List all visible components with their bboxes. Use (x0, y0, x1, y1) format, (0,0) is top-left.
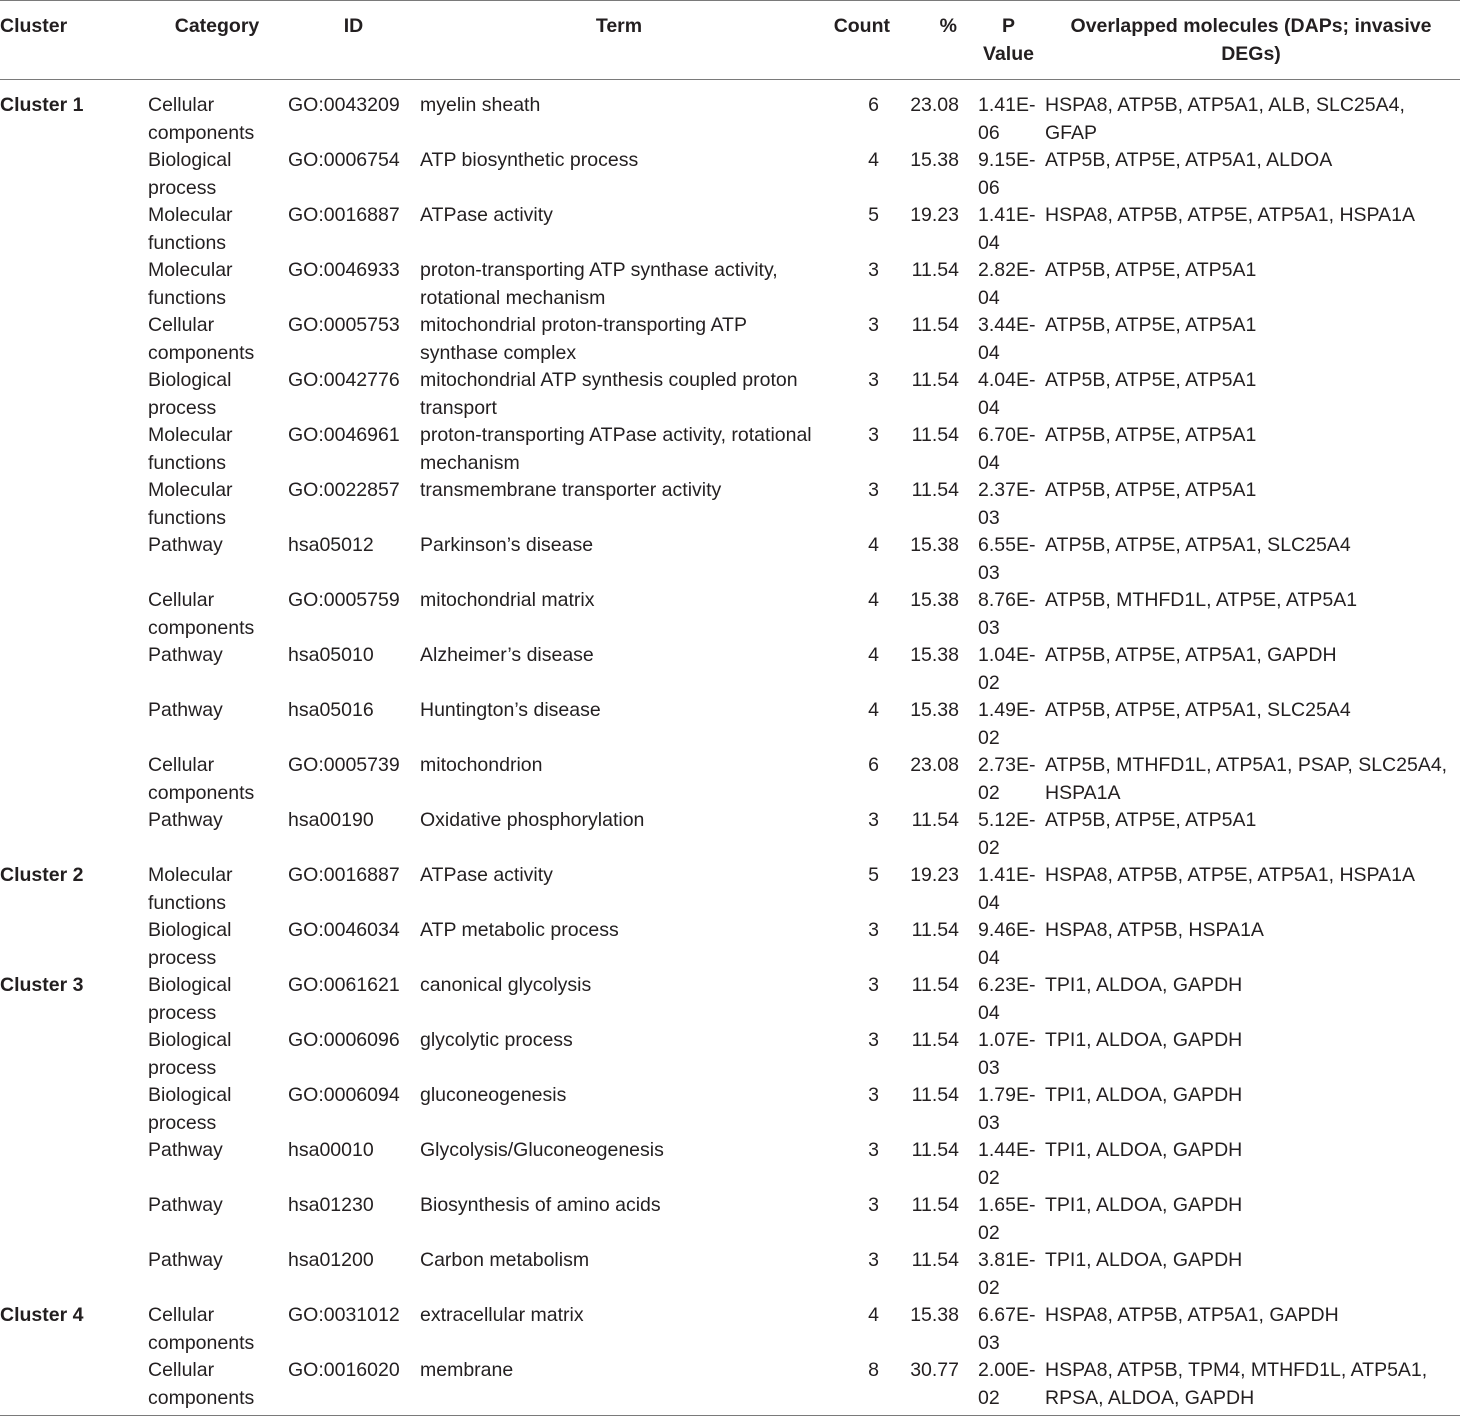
id-cell: GO:0006094 (288, 1084, 400, 1106)
cluster-cell: Cluster 3 (0, 974, 84, 996)
table-row (0, 367, 1460, 422)
term-cell: Oxidative phosphorylation (420, 809, 645, 831)
percent-cell: 11.54 (911, 919, 959, 941)
id-cell: GO:0046961 (288, 424, 400, 446)
cluster-cell (0, 147, 146, 202)
category-cell: Pathway (148, 699, 223, 721)
category-cell: Cellular components (148, 1359, 255, 1409)
table-row (0, 312, 1460, 367)
cluster-cell (0, 697, 146, 752)
id-cell: GO:0005739 (288, 754, 400, 776)
percent-cell: 15.38 (910, 589, 959, 611)
percent-cell: 15.38 (910, 644, 959, 666)
molecules-cell: TPI1, ALDOA, GAPDH (1045, 1139, 1243, 1161)
count-cell: 3 (868, 919, 879, 941)
molecules-cell: ATP5B, ATP5E, ATP5A1, ALDOA (1045, 149, 1333, 171)
molecules-cell: ATP5B, ATP5E, ATP5A1 (1045, 259, 1257, 281)
cluster-cell (0, 587, 146, 642)
id-cell: GO:0016020 (288, 1359, 400, 1381)
count-cell: 3 (868, 1029, 879, 1051)
p-value-cell: 2.37E-03 (978, 479, 1036, 529)
category-cell: Cellular components (148, 1304, 255, 1354)
count-cell: 4 (868, 589, 879, 611)
p-value-cell: 5.12E-02 (978, 809, 1036, 859)
percent-cell: 11.54 (911, 974, 959, 996)
category-cell: Cellular components (148, 589, 255, 639)
p-value-cell: 1.41E-04 (978, 864, 1036, 914)
category-cell: Molecular functions (148, 259, 233, 309)
id-cell: hsa05010 (288, 644, 374, 666)
header-term: Term (595, 15, 643, 37)
category-cell: Pathway (148, 809, 223, 831)
category-cell: Pathway (148, 1139, 223, 1161)
table-row (0, 1247, 1460, 1302)
category-cell: Cellular components (148, 94, 255, 144)
table-row (0, 1137, 1460, 1192)
percent-cell: 19.23 (910, 204, 959, 226)
percent-cell: 15.38 (910, 149, 959, 171)
p-value-cell: 1.07E-03 (978, 1029, 1036, 1079)
term-cell: Glycolysis/Gluconeogenesis (420, 1139, 664, 1161)
id-cell: GO:0031012 (288, 1304, 400, 1326)
id-cell: hsa05016 (288, 699, 374, 721)
term-cell: ATP biosynthetic process (420, 149, 639, 171)
p-value-cell: 1.44E-02 (978, 1139, 1036, 1189)
percent-cell: 11.54 (911, 424, 959, 446)
id-cell: hsa05012 (288, 534, 374, 556)
id-cell: GO:0016887 (288, 204, 400, 226)
term-cell: glycolytic process (420, 1029, 573, 1051)
cluster-cell (0, 1137, 146, 1192)
cluster-cell (0, 1082, 146, 1137)
p-value-cell: 1.41E-04 (978, 204, 1036, 254)
id-cell: hsa00010 (288, 1139, 374, 1161)
cluster-cell (0, 642, 146, 697)
cluster-cell (0, 477, 146, 532)
table-body (0, 80, 1460, 1416)
count-cell: 3 (868, 974, 879, 996)
molecules-cell: ATP5B, ATP5E, ATP5A1 (1045, 424, 1257, 446)
category-cell: Biological process (148, 149, 232, 199)
p-value-cell: 3.44E-04 (978, 314, 1036, 364)
p-value-cell: 6.70E-04 (978, 424, 1036, 474)
table-row (0, 257, 1460, 312)
percent-cell: 11.54 (911, 1194, 959, 1216)
id-cell: GO:0046933 (288, 259, 400, 281)
count-cell: 3 (868, 1139, 879, 1161)
term-cell: Biosynthesis of amino acids (420, 1194, 661, 1216)
term-cell: transmembrane transporter activity (420, 479, 722, 501)
p-value-cell: 8.76E-03 (978, 589, 1036, 639)
molecules-cell: ATP5B, MTHFD1L, ATP5A1, PSAP, SLC25A4, HSPA1A (1045, 754, 1448, 804)
cluster-cell (0, 1027, 146, 1082)
category-cell: Cellular components (148, 314, 255, 364)
percent-cell: 11.54 (911, 1084, 959, 1106)
count-cell: 5 (868, 864, 879, 886)
molecules-cell: HSPA8, ATP5B, ATP5E, ATP5A1, HSPA1A (1045, 864, 1415, 886)
id-cell: GO:0046034 (288, 919, 400, 941)
id-cell: GO:0022857 (288, 479, 400, 501)
header-row (0, 1, 1460, 80)
molecules-cell: TPI1, ALDOA, GAPDH (1045, 1029, 1243, 1051)
term-cell: mitochondrial proton-transporting ATP synthase complex (420, 314, 747, 364)
term-cell: canonical glycolysis (420, 974, 592, 996)
percent-cell: 15.38 (910, 1304, 959, 1326)
count-cell: 4 (868, 1304, 879, 1326)
percent-cell: 11.54 (911, 369, 959, 391)
id-cell: GO:0006754 (288, 149, 400, 171)
molecules-cell: HSPA8, ATP5B, ATP5E, ATP5A1, HSPA1A (1045, 204, 1415, 226)
id-cell: GO:0016887 (288, 864, 400, 886)
p-value-cell: 1.04E-02 (978, 644, 1036, 694)
cluster-cell (0, 1192, 146, 1247)
p-value-cell: 2.82E-04 (978, 259, 1036, 309)
count-cell: 4 (868, 534, 879, 556)
category-cell: Biological process (148, 919, 232, 969)
header-id: ID (343, 15, 364, 37)
percent-cell: 11.54 (911, 1139, 959, 1161)
category-cell: Pathway (148, 1249, 223, 1271)
table-row (0, 697, 1460, 752)
percent-cell: 15.38 (910, 699, 959, 721)
term-cell: Parkinson’s disease (420, 534, 594, 556)
percent-cell: 11.54 (911, 1249, 959, 1271)
p-value-cell: 1.79E-03 (978, 1084, 1036, 1134)
cluster-cell (0, 312, 146, 367)
table-header (0, 1, 1460, 80)
term-cell: Alzheimer’s disease (420, 644, 594, 666)
header-category: Category (174, 15, 260, 37)
count-cell: 3 (868, 479, 879, 501)
term-cell: ATPase activity (420, 204, 553, 226)
count-cell: 3 (868, 369, 879, 391)
molecules-cell: TPI1, ALDOA, GAPDH (1045, 974, 1243, 996)
count-cell: 3 (868, 1194, 879, 1216)
category-cell: Pathway (148, 1194, 223, 1216)
cluster-cell: Cluster 2 (0, 864, 84, 886)
table-row (0, 642, 1460, 697)
term-cell: gluconeogenesis (420, 1084, 567, 1106)
table-row (0, 532, 1460, 587)
header-overlapped-molecules: Overlapped molecules (DAPs; invasive DEGs) (1070, 15, 1432, 65)
id-cell: GO:0006096 (288, 1029, 400, 1051)
percent-cell: 15.38 (910, 534, 959, 556)
p-value-cell: 9.46E-04 (978, 919, 1036, 969)
molecules-cell: HSPA8, ATP5B, TPM4, MTHFD1L, ATP5A1, RPSA, ALDOA, GAPDH (1045, 1359, 1428, 1409)
header-cluster: Cluster (0, 15, 68, 37)
id-cell: hsa01230 (288, 1194, 374, 1216)
count-cell: 5 (868, 204, 879, 226)
table-row (0, 752, 1460, 807)
count-cell: 8 (868, 1359, 879, 1381)
molecules-cell: ATP5B, ATP5E, ATP5A1 (1045, 369, 1257, 391)
percent-cell: 23.08 (910, 94, 959, 116)
count-cell: 3 (868, 809, 879, 831)
p-value-cell: 2.73E-02 (978, 754, 1036, 804)
percent-cell: 30.77 (910, 1359, 959, 1381)
term-cell: proton-transporting ATP synthase activity, rotational mechanism (420, 259, 778, 309)
category-cell: Molecular functions (148, 204, 233, 254)
table-row (0, 862, 1460, 917)
p-value-cell: 6.55E-03 (978, 534, 1036, 584)
category-cell: Biological process (148, 1084, 232, 1134)
molecules-cell: TPI1, ALDOA, GAPDH (1045, 1249, 1243, 1271)
term-cell: Huntington’s disease (420, 699, 601, 721)
category-cell: Molecular functions (148, 864, 233, 914)
percent-cell: 23.08 (910, 754, 959, 776)
term-cell: ATPase activity (420, 864, 553, 886)
table-row (0, 80, 1460, 148)
category-cell: Molecular functions (148, 479, 233, 529)
count-cell: 3 (868, 1084, 879, 1106)
count-cell: 3 (868, 424, 879, 446)
cluster-cell (0, 917, 146, 972)
count-cell: 4 (868, 644, 879, 666)
p-value-cell: 6.23E-04 (978, 974, 1036, 1024)
term-cell: myelin sheath (420, 94, 541, 116)
table-row (0, 1302, 1460, 1357)
molecules-cell: HSPA8, ATP5B, ATP5A1, ALB, SLC25A4, GFAP (1045, 94, 1405, 144)
count-cell: 4 (868, 149, 879, 171)
count-cell: 6 (868, 94, 879, 116)
table-row (0, 917, 1460, 972)
molecules-cell: HSPA8, ATP5B, HSPA1A (1045, 919, 1264, 941)
table-row (0, 1027, 1460, 1082)
header-count: Count (833, 15, 890, 37)
cluster-cell (0, 1247, 146, 1302)
category-cell: Pathway (148, 644, 223, 666)
term-cell: mitochondrial matrix (420, 589, 595, 611)
p-value-cell: 3.81E-02 (978, 1249, 1036, 1299)
molecules-cell: ATP5B, ATP5E, ATP5A1 (1045, 314, 1257, 336)
molecules-cell: ATP5B, MTHFD1L, ATP5E, ATP5A1 (1045, 589, 1358, 611)
term-cell: proton-transporting ATPase activity, rotational mechanism (420, 424, 812, 474)
cluster-cell: Cluster 1 (0, 94, 84, 116)
percent-cell: 11.54 (911, 809, 959, 831)
category-cell: Cellular components (148, 754, 255, 804)
cluster-cell (0, 532, 146, 587)
cluster-cell (0, 257, 146, 312)
count-cell: 4 (868, 699, 879, 721)
id-cell: hsa00190 (288, 809, 374, 831)
p-value-cell: 4.04E-04 (978, 369, 1036, 419)
count-cell: 3 (868, 259, 879, 281)
category-cell: Biological process (148, 369, 232, 419)
molecules-cell: ATP5B, ATP5E, ATP5A1 (1045, 809, 1257, 831)
table-row (0, 422, 1460, 477)
term-cell: mitochondrial ATP synthesis coupled proton transport (420, 369, 798, 419)
molecules-cell: ATP5B, ATP5E, ATP5A1, GAPDH (1045, 644, 1337, 666)
id-cell: GO:0061621 (288, 974, 400, 996)
category-cell: Pathway (148, 534, 223, 556)
percent-cell: 11.54 (911, 1029, 959, 1051)
cluster-cell (0, 422, 146, 477)
term-cell: Carbon metabolism (420, 1249, 590, 1271)
header-percent: % (939, 15, 957, 37)
cluster-cell (0, 367, 146, 422)
term-cell: mitochondrion (420, 754, 543, 776)
term-cell: ATP metabolic process (420, 919, 619, 941)
term-cell: extracellular matrix (420, 1304, 584, 1326)
table-row (0, 202, 1460, 257)
id-cell: GO:0043209 (288, 94, 400, 116)
category-cell: Biological process (148, 974, 232, 1024)
table-row (0, 807, 1460, 862)
percent-cell: 19.23 (910, 864, 959, 886)
count-cell: 3 (868, 1249, 879, 1271)
count-cell: 3 (868, 314, 879, 336)
count-cell: 6 (868, 754, 879, 776)
cluster-cell (0, 1357, 146, 1415)
table-row (0, 1357, 1460, 1415)
table-row (0, 1192, 1460, 1247)
table-row (0, 1082, 1460, 1137)
p-value-cell: 1.49E-02 (978, 699, 1036, 749)
molecules-cell: TPI1, ALDOA, GAPDH (1045, 1194, 1243, 1216)
molecules-cell: TPI1, ALDOA, GAPDH (1045, 1084, 1243, 1106)
percent-cell: 11.54 (911, 479, 959, 501)
percent-cell: 11.54 (911, 259, 959, 281)
table-row (0, 147, 1460, 202)
cluster-cell: Cluster 4 (0, 1304, 84, 1326)
header-p-value: P Value (983, 15, 1034, 65)
p-value-cell: 1.65E-02 (978, 1194, 1036, 1244)
molecules-cell: ATP5B, ATP5E, ATP5A1, SLC25A4 (1045, 699, 1351, 721)
p-value-cell: 2.00E-02 (978, 1359, 1036, 1409)
percent-cell: 11.54 (911, 314, 959, 336)
term-cell: membrane (420, 1359, 514, 1381)
molecules-cell: HSPA8, ATP5B, ATP5A1, GAPDH (1045, 1304, 1339, 1326)
category-cell: Biological process (148, 1029, 232, 1079)
table-row (0, 587, 1460, 642)
p-value-cell: 6.67E-03 (978, 1304, 1036, 1354)
id-cell: GO:0005759 (288, 589, 400, 611)
table-row (0, 477, 1460, 532)
p-value-cell: 1.41E-06 (978, 94, 1036, 144)
id-cell: GO:0042776 (288, 369, 400, 391)
id-cell: GO:0005753 (288, 314, 400, 336)
category-cell: Molecular functions (148, 424, 233, 474)
molecules-cell: ATP5B, ATP5E, ATP5A1 (1045, 479, 1257, 501)
cluster-cell (0, 807, 146, 862)
cluster-cell (0, 752, 146, 807)
cluster-cell (0, 202, 146, 257)
table-row (0, 972, 1460, 1027)
p-value-cell: 9.15E-06 (978, 149, 1036, 199)
molecules-cell: ATP5B, ATP5E, ATP5A1, SLC25A4 (1045, 534, 1351, 556)
id-cell: hsa01200 (288, 1249, 374, 1271)
